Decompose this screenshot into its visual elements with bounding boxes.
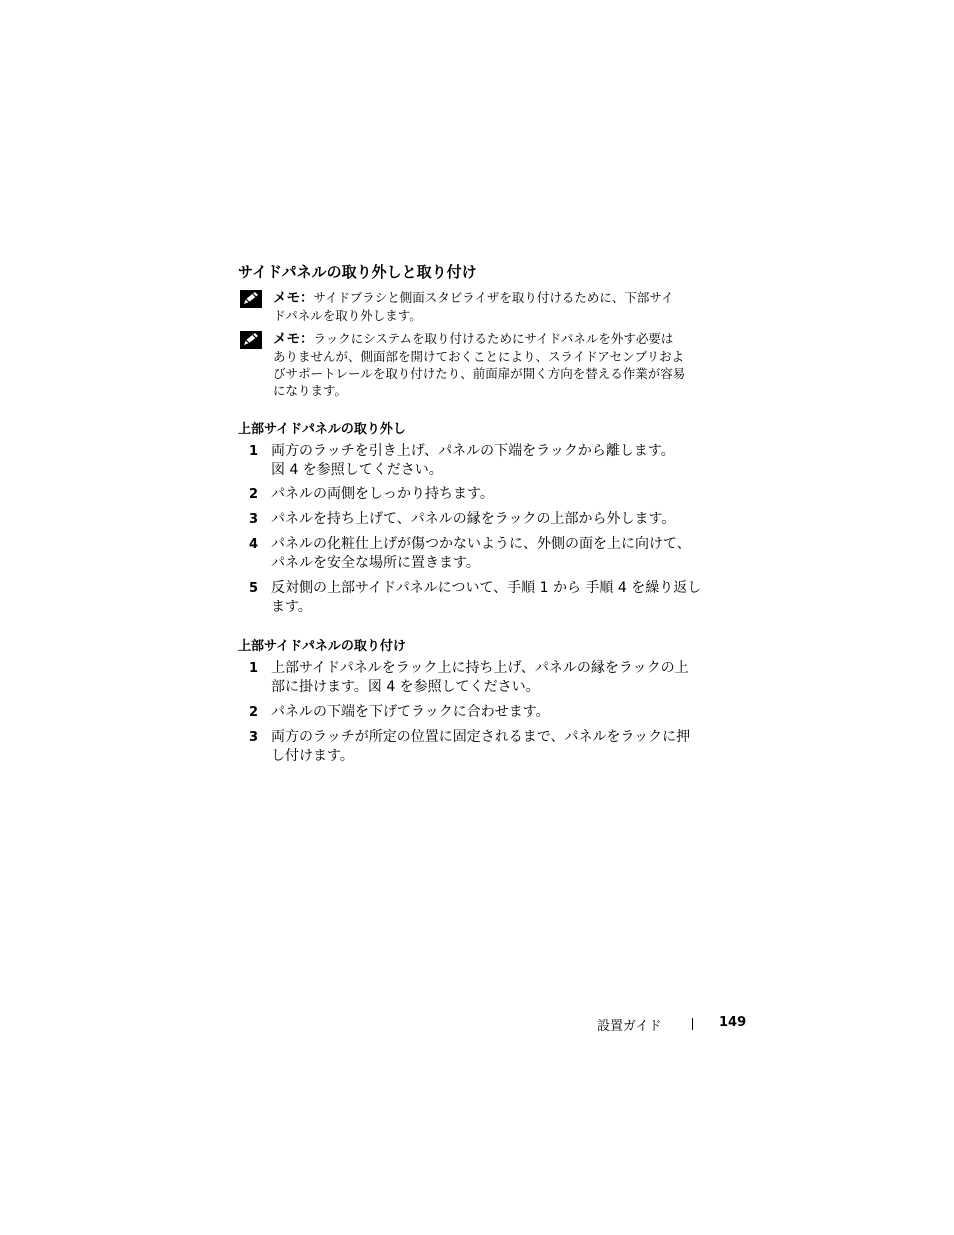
step-line: パネルを持ち上げて、パネルの縁をラックの上部から外します。 [271, 511, 676, 527]
note-line: ありませんが、側面部を開けておくことにより、スライドアセンブリおよ [273, 349, 685, 364]
note-line: サイドブラシと側面スタビライザを取り付けるために、下部サイ [313, 290, 674, 305]
step-text [271, 659, 741, 697]
note-line: ラックにシステムを取り付けるためにサイドパネルを外す必要は [313, 331, 674, 346]
step-text [271, 485, 741, 504]
step-line: ます。 [271, 599, 312, 615]
step-line: 反対側の上部サイドパネルについて、手順 1 から 手順 4 を繰り返し [271, 580, 702, 596]
step-text [271, 535, 741, 573]
step-line: 図 4 を参照してください。 [271, 462, 443, 478]
step-line: し付けます。 [271, 748, 354, 764]
installation-title: 上部サイドパネルの取り付け [238, 639, 406, 654]
step-line: 上部サイドパネルをラック上に持ち上げ、パネルの縁をラックの上 [271, 660, 689, 676]
note-line: びサポートレールを取り付けたり、前面扉が開く方向を替える作業が容易 [273, 366, 686, 381]
step-line: 両方のラッチを引き上げ、パネルの下端をラックから離します。 [271, 443, 675, 459]
step-number: 1 [249, 661, 259, 676]
removal-title: 上部サイドパネルの取り外し [238, 422, 406, 437]
note-pencil-icon [240, 331, 262, 349]
note-label: メモ： [273, 290, 314, 306]
step-text [271, 442, 741, 480]
step-number: 2 [249, 487, 259, 502]
step-line: パネルの化粧仕上げが傷つかないように、外側の面を上に向けて、 [271, 536, 691, 552]
step-number: 3 [249, 512, 259, 527]
section-title: サイドパネルの取り外しと取り付け [238, 263, 477, 281]
step-number: 3 [249, 730, 259, 745]
step-line: パネルの両側をしっかり持ちます。 [271, 486, 494, 502]
note-pencil-icon [240, 290, 262, 308]
page-number: 149 [719, 1015, 747, 1030]
note-line: ドパネルを取り外します。 [273, 308, 422, 323]
step-number: 4 [249, 537, 259, 552]
note-text [273, 330, 738, 399]
step-line: 両方のラッチが所定の位置に固定されるまで、パネルをラックに押 [271, 729, 691, 745]
note-line: になります。 [273, 383, 348, 398]
step-number: 2 [249, 705, 259, 720]
step-text [271, 703, 741, 722]
step-text [271, 579, 741, 617]
footer-separator [692, 1018, 693, 1030]
note-text [273, 289, 738, 324]
step-line: パネルの下端を下げてラックに合わせます。 [271, 704, 550, 720]
step-text [271, 728, 741, 766]
note-label: メモ： [273, 331, 314, 347]
step-line: パネルを安全な場所に置きます。 [271, 555, 480, 571]
step-line: 部に掛けます。図 4 を参照してください。 [271, 679, 540, 695]
step-number: 5 [249, 581, 259, 596]
footer-guide-label: 設置ガイド [597, 1019, 662, 1034]
step-number: 1 [249, 444, 259, 459]
step-text [271, 510, 741, 529]
